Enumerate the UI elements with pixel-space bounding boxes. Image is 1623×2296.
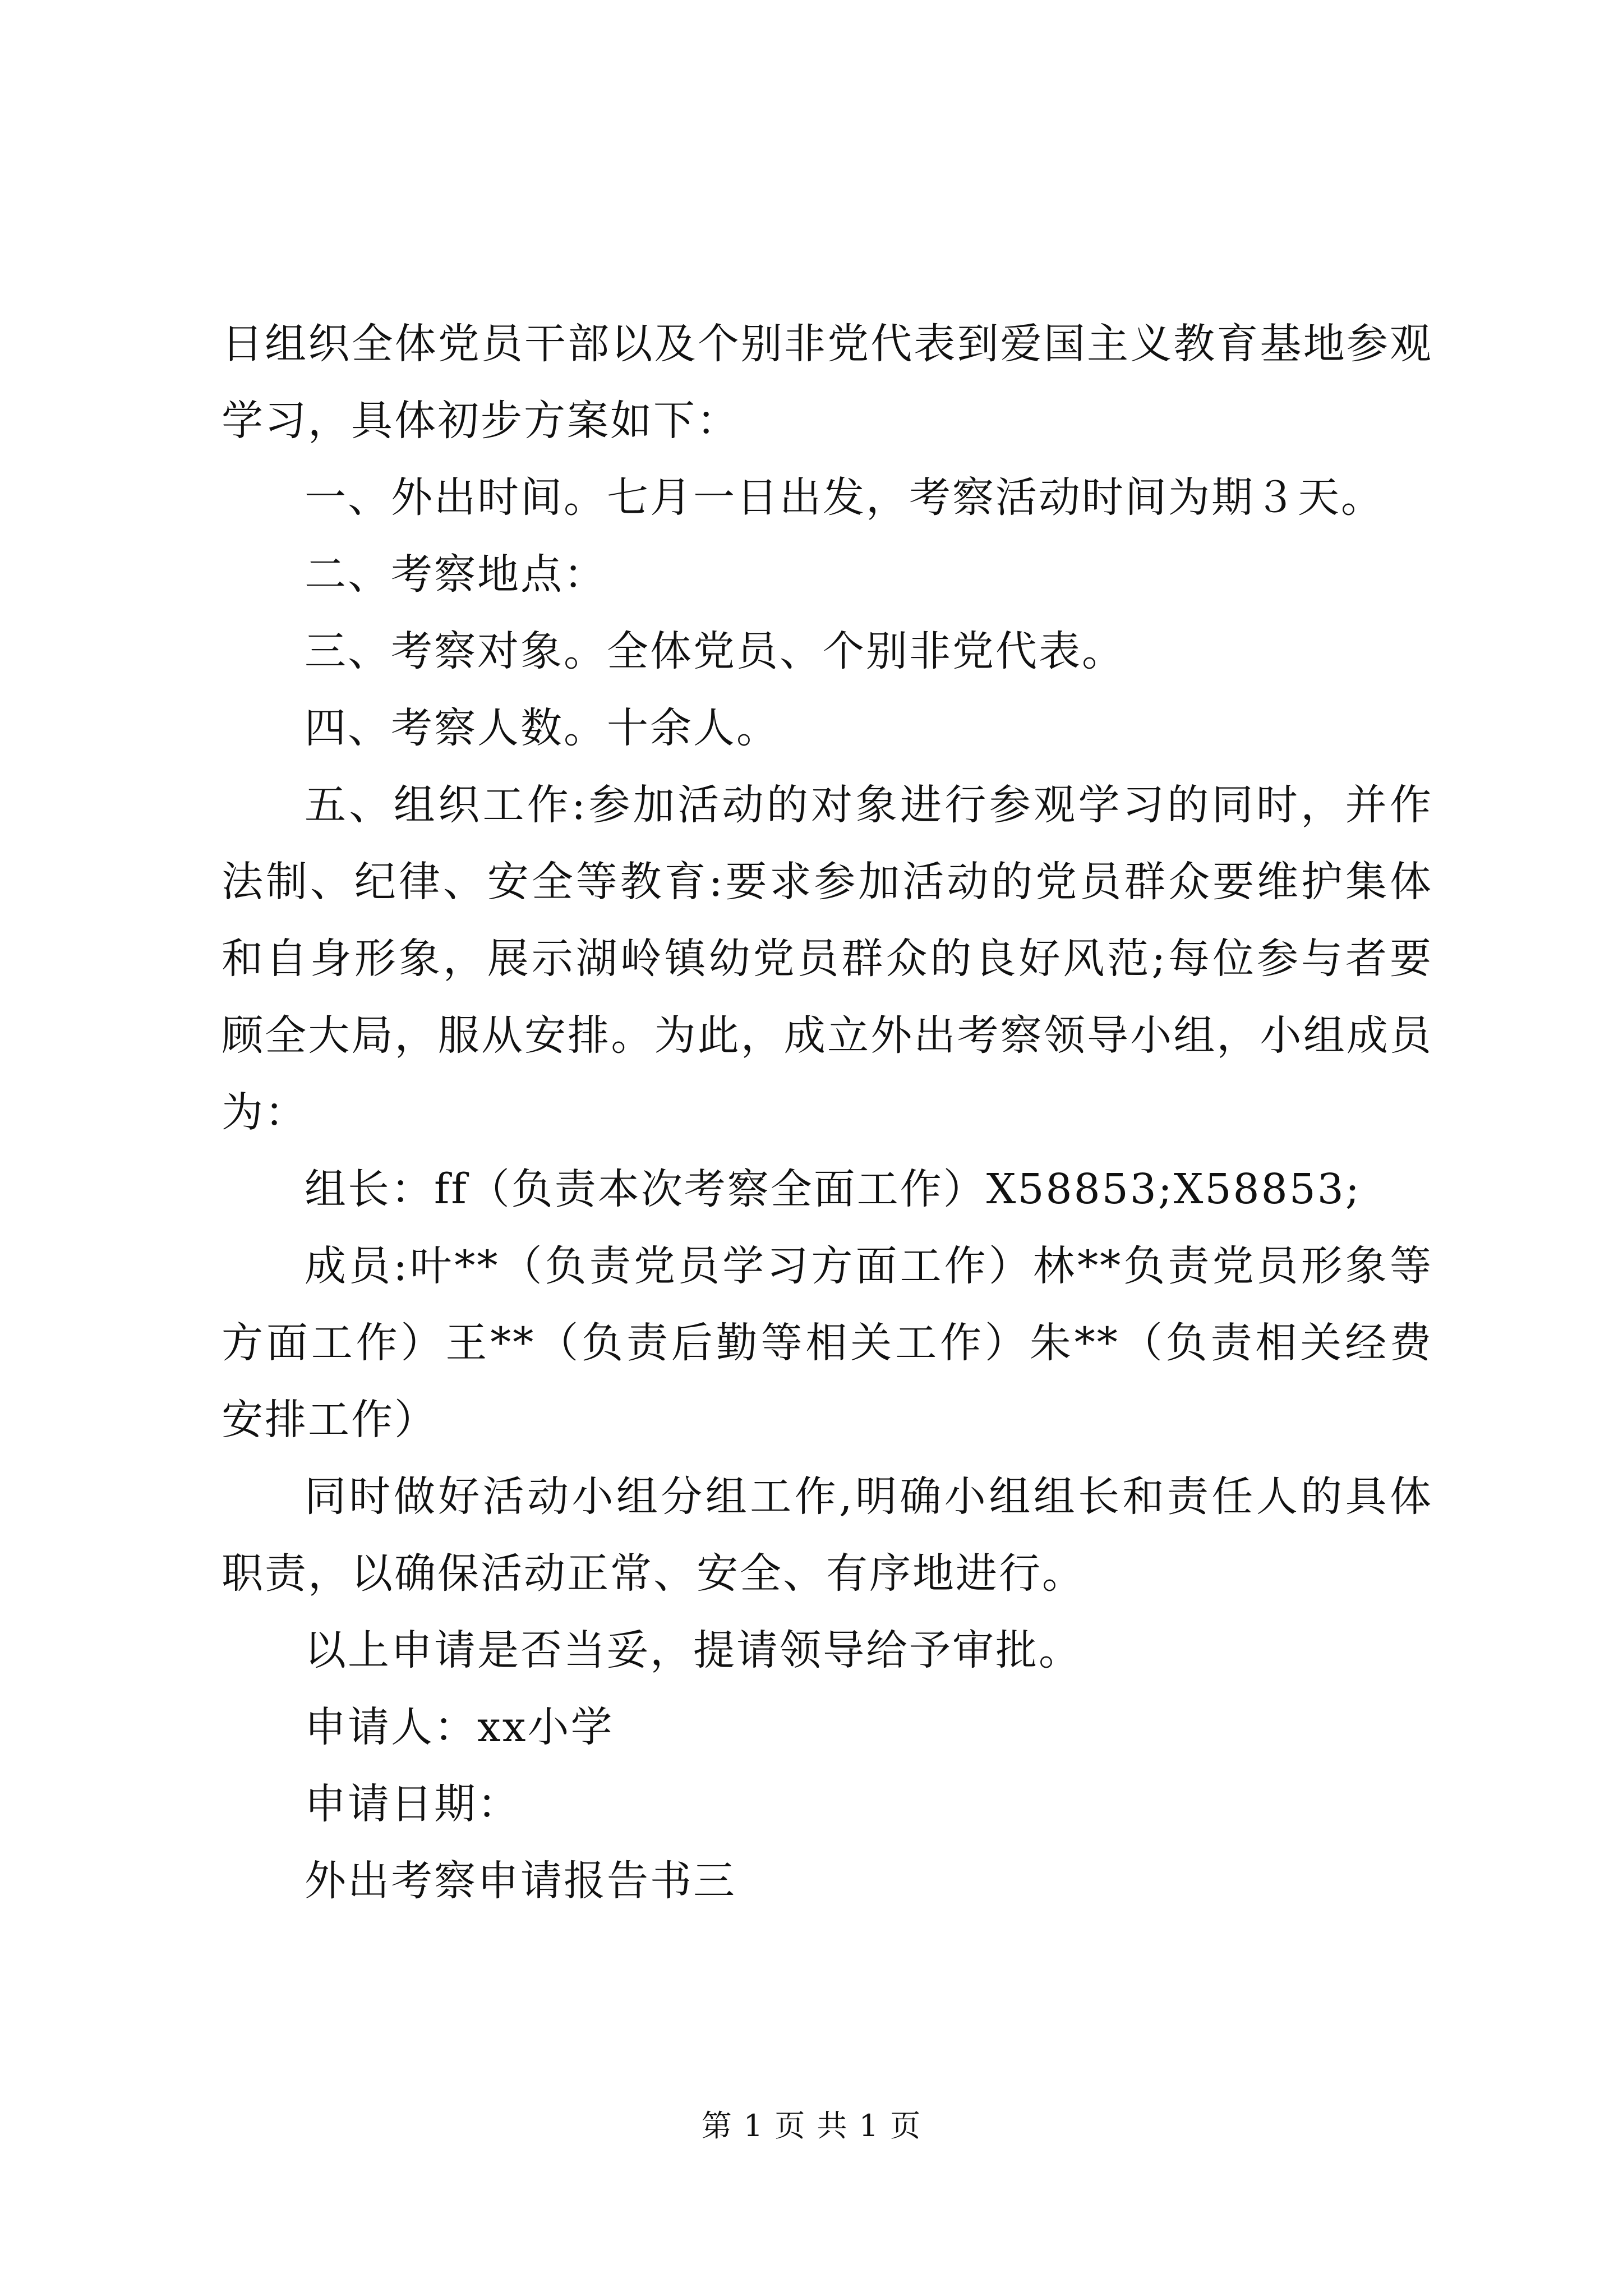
paragraph-members: 成员:叶**（负责党员学习方面工作）林**负责党员形象等方面工作）王**（负责后勤等相关工作）朱**（负责相关经费安排工作）: [222, 1242, 1433, 1444]
paragraph-departure-time: 一、外出时间。七月一日出发，考察活动时间为期３天。: [305, 473, 1384, 522]
paragraph-participants: 三、考察对象。全体党员、个别非党代表。: [305, 627, 1125, 675]
paragraph-intro: 日组织全体党员干部以及个别非党代表到爱国主义教育基地参观学习，具体初步方案如下：: [222, 320, 1433, 445]
paragraph-subgroups: 同时做好活动小组分组工作,明确小组组长和责任人的具体职责，以确保活动正常、安全、有序地进行。: [222, 1473, 1433, 1598]
paragraph-application-date: 申请日期：: [305, 1780, 520, 1828]
page-number-footer: 第 1 页 共 1 页: [701, 2108, 922, 2143]
paragraph-organization: 五、组织工作:参加活动的对象进行参观学习的同时，并作法制、纪律、安全等教育:要求参加活动的党员群众要维护集体和自身形象，展示湖岭镇幼党员群众的良好风范;每位参与者要顾全大局，服从安排。为此，成立外出考察领导小组，小组成员为：: [222, 781, 1433, 1137]
paragraph-next-report-title: 外出考察申请报告书三: [305, 1857, 736, 1905]
paragraph-location: 二、考察地点：: [305, 550, 607, 599]
paragraph-group-leader: 组长：ff（负责本次考察全面工作）X58853;X58853;: [305, 1165, 1361, 1213]
paragraph-applicant: 申请人：xx小学: [305, 1703, 614, 1751]
document-body: [222, 306, 1433, 1920]
paragraph-headcount: 四、考察人数。十余人。: [305, 704, 780, 752]
paragraph-approval-request: 以上申请是否当妥，提请领导给予审批。: [305, 1626, 1082, 1674]
